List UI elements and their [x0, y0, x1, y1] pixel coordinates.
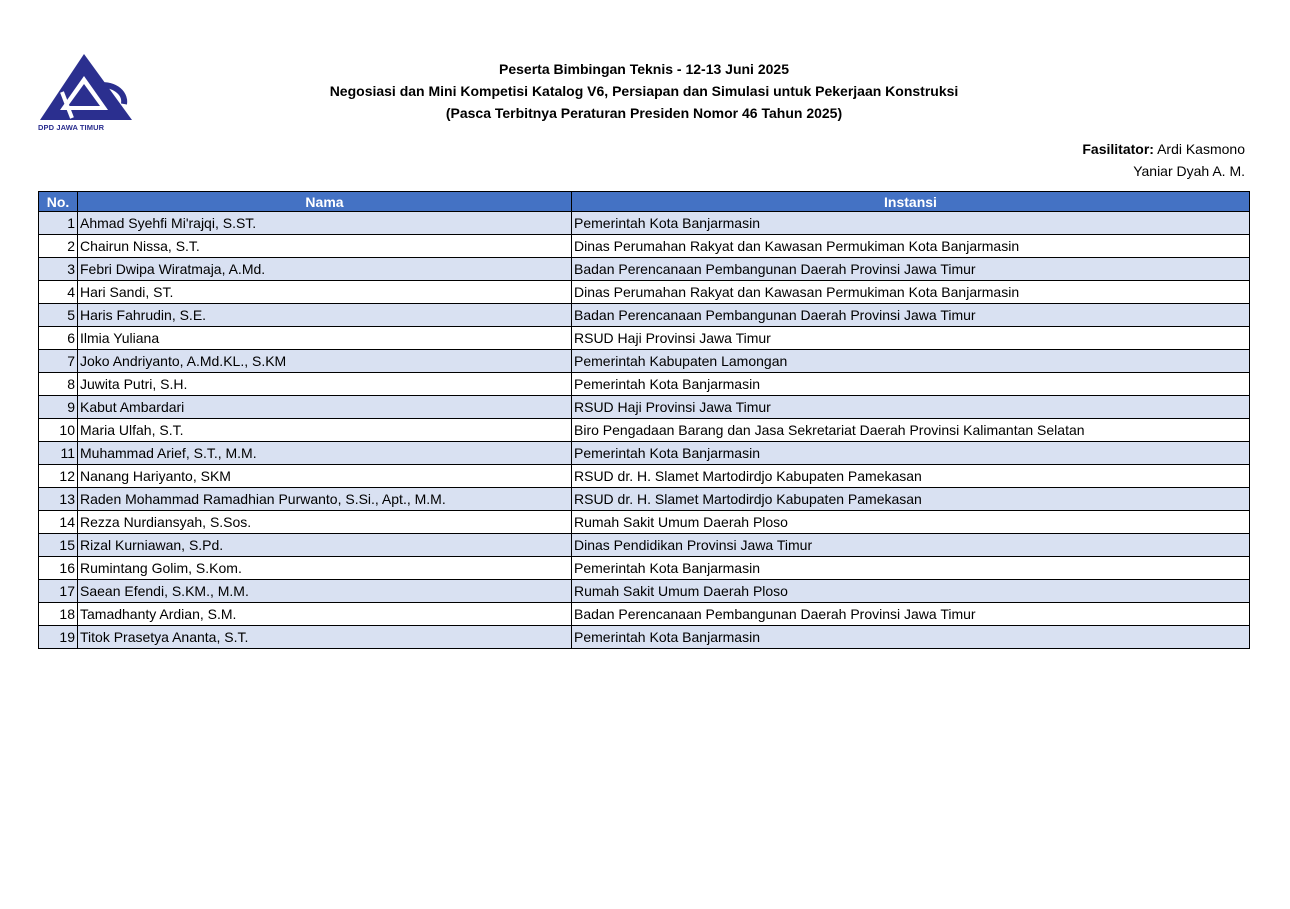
table-row: [39, 258, 1250, 281]
header-no: No.: [39, 192, 78, 212]
cell-instansi: RSUD dr. H. Slamet Martodirdjo Kabupaten Pamekasan: [572, 488, 1250, 511]
cell-nama: Hari Sandi, ST.: [78, 281, 572, 304]
table-row: [39, 465, 1250, 488]
cell-no: 16: [39, 557, 78, 580]
title-line-1: Peserta Bimbingan Teknis - 12-13 Juni 2025: [499, 61, 789, 77]
table-row: [39, 603, 1250, 626]
header-nama: Nama: [78, 192, 572, 212]
cell-instansi: Dinas Perumahan Rakyat dan Kawasan Permukiman Kota Banjarmasin: [572, 281, 1250, 304]
cell-no: 9: [39, 396, 78, 419]
cell-nama: Febri Dwipa Wiratmaja, A.Md.: [78, 258, 572, 281]
cell-instansi: Rumah Sakit Umum Daerah Ploso: [572, 511, 1250, 534]
cell-no: 1: [39, 212, 78, 235]
title-line-2: Negosiasi dan Mini Kompetisi Katalog V6, Persiapan dan Simulasi untuk Pekerjaan Konstruksi: [329, 83, 959, 99]
cell-no: 5: [39, 304, 78, 327]
cell-instansi: RSUD Haji Provinsi Jawa Timur: [572, 396, 1250, 419]
participant-table: [38, 191, 1250, 649]
cell-no: 3: [39, 258, 78, 281]
cell-no: 4: [39, 281, 78, 304]
cell-no: 7: [39, 350, 78, 373]
cell-no: 18: [39, 603, 78, 626]
facilitator-name-2: Yaniar Dyah A. M.: [1133, 163, 1245, 179]
table-row: [39, 281, 1250, 304]
cell-nama: Saean Efendi, S.KM., M.M.: [78, 580, 572, 603]
cell-no: 11: [39, 442, 78, 465]
cell-instansi: Dinas Pendidikan Provinsi Jawa Timur: [572, 534, 1250, 557]
table-row: [39, 235, 1250, 258]
table-row: [39, 580, 1250, 603]
cell-no: 13: [39, 488, 78, 511]
cell-no: 6: [39, 327, 78, 350]
cell-instansi: Badan Perencanaan Pembangunan Daerah Provinsi Jawa Timur: [572, 603, 1250, 626]
table-row: [39, 442, 1250, 465]
table-row: [39, 350, 1250, 373]
table-row: [39, 557, 1250, 580]
cell-no: 10: [39, 419, 78, 442]
cell-nama: Titok Prasetya Ananta, S.T.: [78, 626, 572, 649]
cell-no: 12: [39, 465, 78, 488]
cell-no: 2: [39, 235, 78, 258]
facilitator-label: Fasilitator:: [1082, 141, 1154, 157]
cell-nama: Ahmad Syehfi Mi'rajqi, S.ST.: [78, 212, 572, 235]
cell-nama: Nanang Hariyanto, SKM: [78, 465, 572, 488]
cell-instansi: Pemerintah Kabupaten Lamongan: [572, 350, 1250, 373]
title-line-3: (Pasca Terbitnya Peraturan Presiden Nomor 46 Tahun 2025): [445, 105, 843, 121]
facilitator-name-1: Ardi Kasmono: [1157, 141, 1245, 157]
table-row: [39, 419, 1250, 442]
cell-instansi: Pemerintah Kota Banjarmasin: [572, 626, 1250, 649]
table-row: [39, 304, 1250, 327]
cell-instansi: Rumah Sakit Umum Daerah Ploso: [572, 580, 1250, 603]
table-row: [39, 373, 1250, 396]
cell-nama: Tamadhanty Ardian, S.M.: [78, 603, 572, 626]
table-body: [39, 212, 1250, 649]
cell-nama: Joko Andriyanto, A.Md.KL., S.KM: [78, 350, 572, 373]
cell-nama: Maria Ulfah, S.T.: [78, 419, 572, 442]
table-header-row: [39, 192, 1250, 212]
cell-no: 15: [39, 534, 78, 557]
cell-instansi: Pemerintah Kota Banjarmasin: [572, 212, 1250, 235]
table-row: [39, 488, 1250, 511]
cell-nama: Rizal Kurniawan, S.Pd.: [78, 534, 572, 557]
cell-nama: Haris Fahrudin, S.E.: [78, 304, 572, 327]
cell-nama: Raden Mohammad Ramadhian Purwanto, S.Si., Apt., M.M.: [78, 488, 572, 511]
cell-no: 17: [39, 580, 78, 603]
cell-nama: Juwita Putri, S.H.: [78, 373, 572, 396]
cell-instansi: Pemerintah Kota Banjarmasin: [572, 373, 1250, 396]
cell-instansi: Pemerintah Kota Banjarmasin: [572, 557, 1250, 580]
header-instansi: Instansi: [572, 192, 1250, 212]
table-row: [39, 511, 1250, 534]
organization-logo: [38, 52, 136, 134]
table-row: [39, 212, 1250, 235]
cell-nama: Chairun Nissa, S.T.: [78, 235, 572, 258]
cell-nama: Rumintang Golim, S.Kom.: [78, 557, 572, 580]
logo-emblem-icon: [38, 52, 136, 124]
cell-instansi: Badan Perencanaan Pembangunan Daerah Provinsi Jawa Timur: [572, 304, 1250, 327]
cell-no: 19: [39, 626, 78, 649]
cell-nama: Rezza Nurdiansyah, S.Sos.: [78, 511, 572, 534]
cell-instansi: RSUD dr. H. Slamet Martodirdjo Kabupaten Pamekasan: [572, 465, 1250, 488]
cell-no: 14: [39, 511, 78, 534]
table-row: [39, 396, 1250, 419]
cell-nama: Kabut Ambardari: [78, 396, 572, 419]
cell-nama: Muhammad Arief, S.T., M.M.: [78, 442, 572, 465]
cell-no: 8: [39, 373, 78, 396]
cell-instansi: Biro Pengadaan Barang dan Jasa Sekretariat Daerah Provinsi Kalimantan Selatan: [572, 419, 1250, 442]
table-row: [39, 534, 1250, 557]
facilitator-block: [1082, 138, 1245, 182]
cell-instansi: Dinas Perumahan Rakyat dan Kawasan Permukiman Kota Banjarmasin: [572, 235, 1250, 258]
table-row: [39, 327, 1250, 350]
table-row: [39, 626, 1250, 649]
cell-instansi: RSUD Haji Provinsi Jawa Timur: [572, 327, 1250, 350]
logo-caption: DPD JAWA TIMUR: [38, 123, 105, 132]
document-title: [240, 58, 1048, 124]
cell-nama: Ilmia Yuliana: [78, 327, 572, 350]
cell-instansi: Pemerintah Kota Banjarmasin: [572, 442, 1250, 465]
cell-instansi: Badan Perencanaan Pembangunan Daerah Provinsi Jawa Timur: [572, 258, 1250, 281]
